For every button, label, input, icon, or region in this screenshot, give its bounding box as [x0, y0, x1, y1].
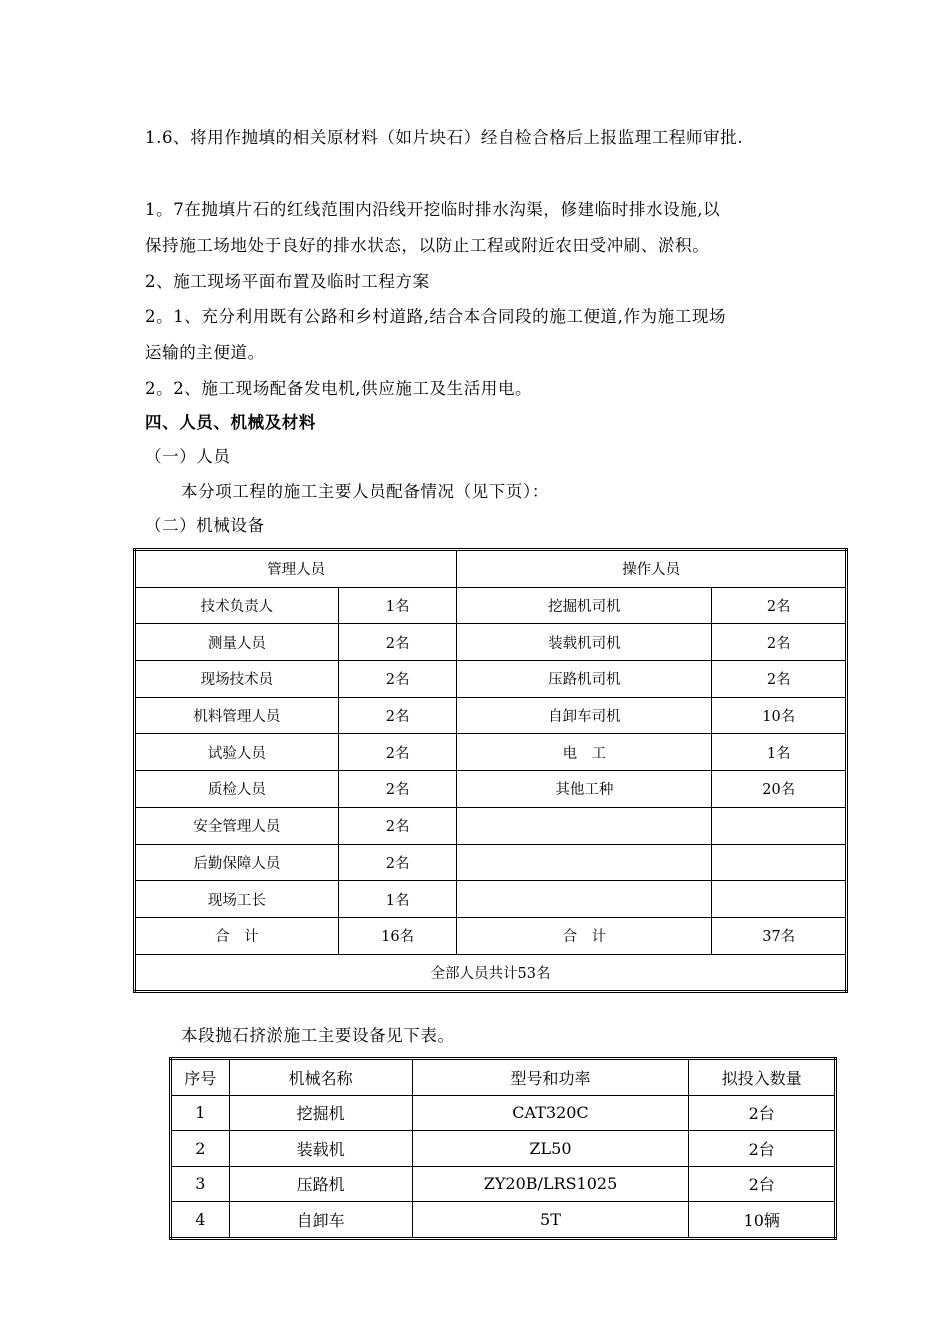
operator-count: 2名 [712, 587, 847, 624]
subsection-personnel: （一）人员 [145, 447, 231, 466]
operator-role: 自卸车司机 [457, 697, 712, 734]
subtotal-row [135, 917, 847, 954]
table-row [135, 697, 847, 734]
operator-count [712, 844, 847, 881]
operator-role [457, 844, 712, 881]
model-cell: ZL50 [412, 1131, 689, 1167]
header-model-power: 型号和功率 [412, 1059, 689, 1096]
management-count: 2名 [338, 661, 456, 698]
table-header-row [135, 550, 847, 588]
seq-cell: 2 [171, 1131, 230, 1167]
management-count: 2名 [338, 697, 456, 734]
operator-count: 20名 [712, 771, 847, 808]
operator-count: 1名 [712, 734, 847, 771]
table-row [135, 844, 847, 881]
management-count: 2名 [338, 734, 456, 771]
table-header-row [171, 1059, 836, 1096]
operator-role: 其他工种 [457, 771, 712, 808]
paragraph-2-1-line2: 运输的主便道。 [145, 343, 265, 362]
operator-role: 挖掘机司机 [457, 587, 712, 624]
table-row [171, 1166, 836, 1202]
model-cell: ZY20B/LRS1025 [412, 1166, 689, 1202]
seq-cell: 1 [171, 1095, 230, 1131]
paragraph-1-6: 1.6、将用作抛填的相关原材料（如片块石）经自检合格后上报监理工程师审批. [145, 128, 744, 147]
section-2-heading: 2、施工现场平面布置及临时工程方案 [145, 272, 430, 291]
operator-subtotal: 37名 [712, 917, 847, 954]
management-role: 测量人员 [135, 624, 339, 661]
table-row [135, 587, 847, 624]
model-cell: 5T [412, 1202, 689, 1239]
paragraph-2-2: 2。2、施工现场配备发电机,供应施工及生活用电。 [145, 379, 533, 398]
model-cell: CAT320C [412, 1095, 689, 1131]
paragraph-1-7-line1: 1。7在抛填片石的红线范围内沿线开挖临时排水沟渠，修建临时排水设施,以 [145, 200, 721, 219]
machine-name-cell: 挖掘机 [229, 1095, 412, 1131]
management-count: 2名 [338, 807, 456, 844]
machine-name-cell: 压路机 [229, 1166, 412, 1202]
paragraph-2-1-line1: 2。1、充分利用既有公路和乡村道路,结合本合同段的施工便道,作为施工现场 [145, 307, 727, 326]
machine-name-cell: 自卸车 [229, 1202, 412, 1239]
quantity-cell: 2台 [689, 1131, 836, 1167]
header-management: 管理人员 [135, 550, 457, 588]
quantity-cell: 2台 [689, 1166, 836, 1202]
management-role: 现场工长 [135, 881, 339, 918]
quantity-cell: 2台 [689, 1095, 836, 1131]
header-quantity: 拟投入数量 [689, 1059, 836, 1096]
operator-role: 压路机司机 [457, 661, 712, 698]
table-row [135, 624, 847, 661]
operator-role [457, 807, 712, 844]
paragraph-1-7-line2: 保持施工场地处于良好的排水状态，以防止工程或附近农田受冲刷、淤积。 [145, 236, 710, 255]
operator-count: 2名 [712, 624, 847, 661]
table-row [171, 1202, 836, 1239]
table-row [135, 734, 847, 771]
operator-subtotal-label: 合 计 [457, 917, 712, 954]
header-machine-name: 机械名称 [229, 1059, 412, 1096]
management-role: 试验人员 [135, 734, 339, 771]
management-role: 技术负责人 [135, 587, 339, 624]
table-row [135, 807, 847, 844]
management-role: 现场技术员 [135, 661, 339, 698]
operator-count [712, 807, 847, 844]
operator-role: 电 工 [457, 734, 712, 771]
grand-total: 全部人员共计53名 [135, 954, 847, 992]
subsection-machinery: （二）机械设备 [145, 516, 265, 535]
table-row [135, 661, 847, 698]
seq-cell: 3 [171, 1166, 230, 1202]
management-role: 安全管理人员 [135, 807, 339, 844]
seq-cell: 4 [171, 1202, 230, 1239]
equipment-intro: 本段抛石挤淤施工主要设备见下表。 [181, 1026, 455, 1045]
personnel-intro: 本分项工程的施工主要人员配备情况（见下页）： [181, 482, 549, 501]
section-4-heading: 四、人员、机械及材料 [145, 413, 316, 432]
machine-name-cell: 装载机 [229, 1131, 412, 1167]
header-operators: 操作人员 [457, 550, 847, 588]
equipment-table [169, 1057, 837, 1240]
quantity-cell: 10辆 [689, 1202, 836, 1239]
management-subtotal-label: 合 计 [135, 917, 339, 954]
table-row [171, 1131, 836, 1167]
total-row [135, 954, 847, 992]
table-row [135, 771, 847, 808]
management-role: 质检人员 [135, 771, 339, 808]
personnel-table [133, 548, 848, 993]
management-count: 1名 [338, 881, 456, 918]
table-row [171, 1095, 836, 1131]
operator-count: 2名 [712, 661, 847, 698]
table-row [135, 881, 847, 918]
management-role: 后勤保障人员 [135, 844, 339, 881]
management-count: 2名 [338, 844, 456, 881]
management-role: 机料管理人员 [135, 697, 339, 734]
operator-role [457, 881, 712, 918]
management-subtotal: 16名 [338, 917, 456, 954]
management-count: 1名 [338, 587, 456, 624]
header-seq: 序号 [171, 1059, 230, 1096]
management-count: 2名 [338, 624, 456, 661]
management-count: 2名 [338, 771, 456, 808]
operator-count [712, 881, 847, 918]
operator-count: 10名 [712, 697, 847, 734]
operator-role: 装载机司机 [457, 624, 712, 661]
